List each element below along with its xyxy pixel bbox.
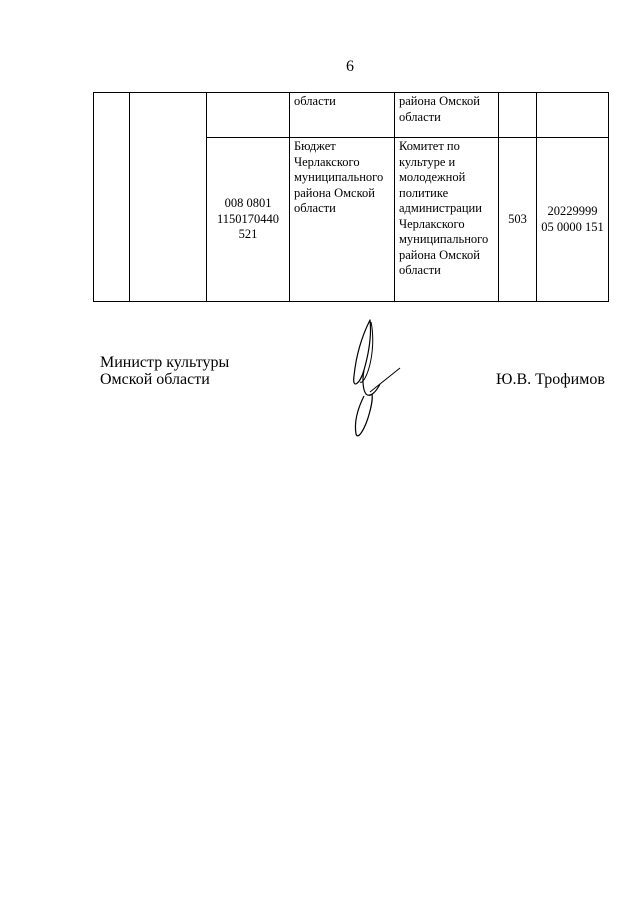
- table-row-continuation: [94, 93, 609, 138]
- table-cell-administrator-cont: района Омской области: [395, 93, 499, 138]
- page-number: 6: [346, 58, 354, 75]
- signatory-name: Ю.В. Трофимов: [496, 371, 605, 388]
- table-cell-revenue-code: 20229999 05 0000 151: [537, 138, 609, 302]
- handwritten-signature: [340, 318, 410, 440]
- table-cell-empty: [207, 93, 290, 138]
- table-cell-empty: [537, 93, 609, 138]
- table-cell-admin-code: 503: [499, 138, 537, 302]
- table-cell-code: 008 0801 1150170440 521: [207, 138, 290, 302]
- table-cell-budget-cont: области: [290, 93, 395, 138]
- signatory-position: [100, 354, 229, 388]
- table-cell-empty: [94, 93, 130, 302]
- table-cell-budget-name: Бюджет Черлакского муниципального района Омской области: [290, 138, 395, 302]
- budget-table: [93, 92, 609, 302]
- signatory-position-line2: Омской области: [100, 371, 210, 388]
- table-cell-empty: [130, 93, 207, 302]
- table-cell-empty: [499, 93, 537, 138]
- table-cell-administrator: Комитет по культуре и молодежной политике администрации Черлакского муниципального района Омской области: [395, 138, 499, 302]
- signatory-position-line1: Министр культуры: [100, 354, 230, 371]
